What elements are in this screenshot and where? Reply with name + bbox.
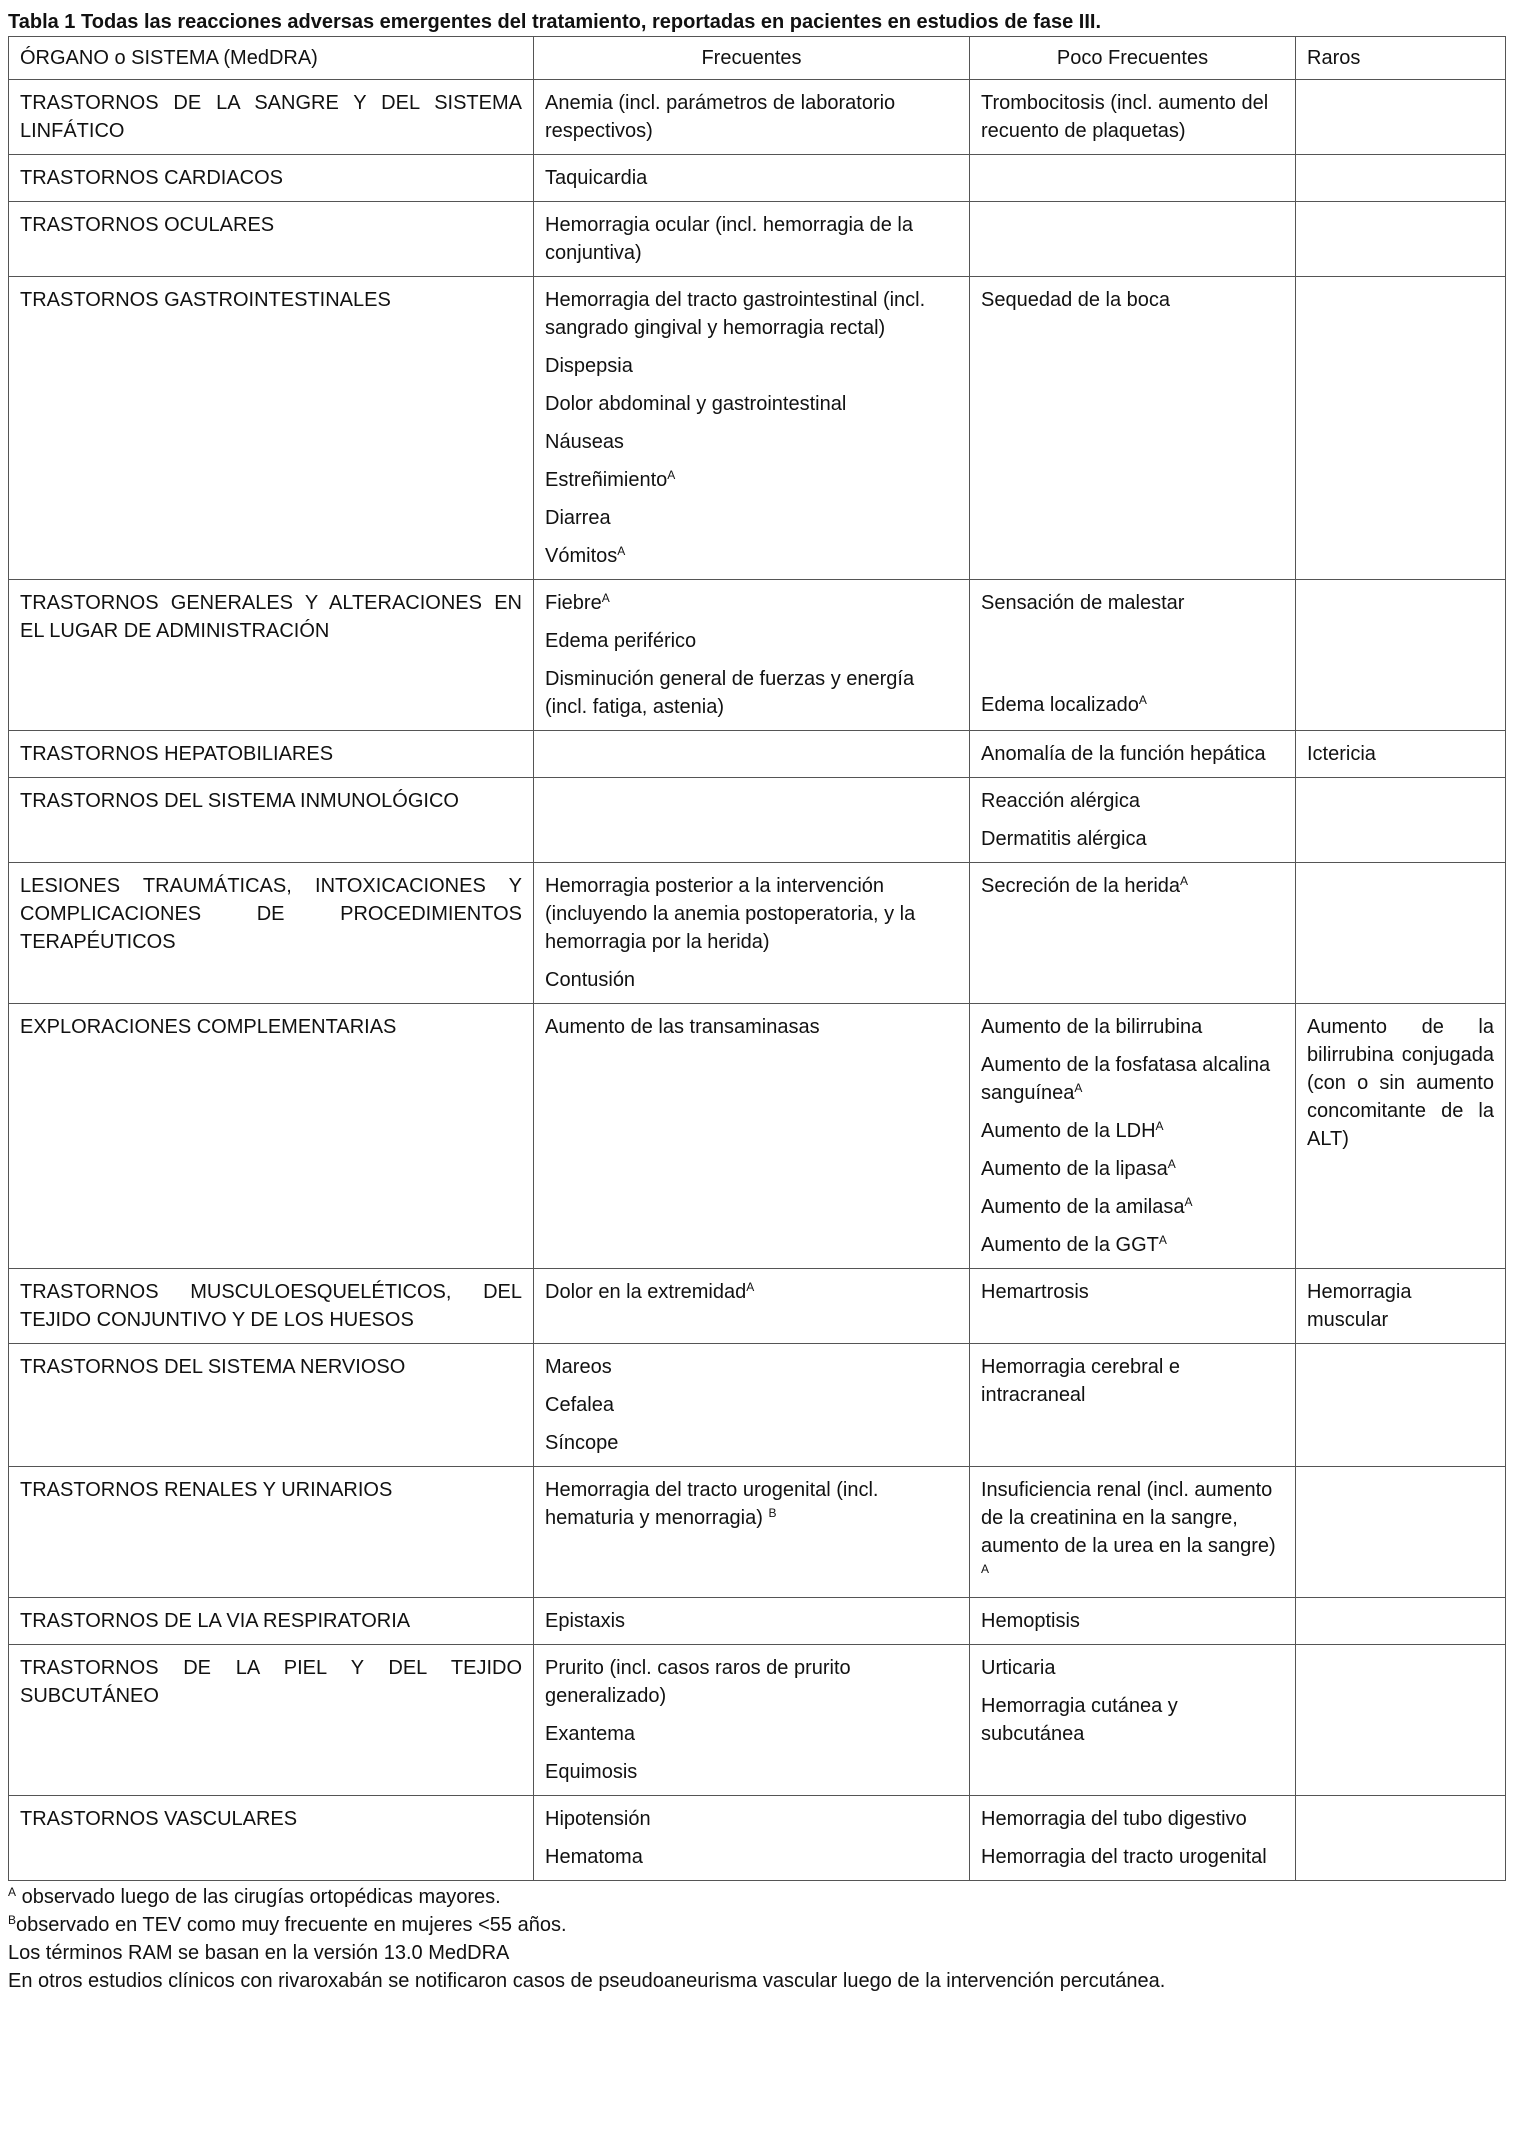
reaction-item	[545, 1843, 958, 1871]
reaction-item	[545, 1353, 958, 1381]
reaction-item	[545, 1429, 958, 1457]
footnote-marker: A	[617, 544, 626, 558]
footnote-marker: A	[1158, 1233, 1167, 1247]
frequent-cell	[534, 1004, 970, 1269]
reaction-text: Hemorragia cerebral e intracraneal	[981, 1356, 1180, 1406]
reaction-text: Dolor en la extremidad	[545, 1281, 747, 1303]
reaction-text: Cefalea	[545, 1394, 614, 1416]
reaction-text: Exantema	[545, 1723, 636, 1745]
reaction-text: Hemorragia del tracto gastrointestinal (incl. sangrado gingival y hemorragia rectal)	[545, 289, 926, 339]
reaction-text: Hemorragia del tubo digestivo	[981, 1808, 1247, 1830]
reaction-text: Estreñimiento	[545, 469, 668, 491]
footnote-text: observado luego de las cirugías ortopédicas mayores.	[16, 1886, 501, 1908]
reaction-text: Aumento de la amilasa	[981, 1196, 1185, 1218]
reaction-item	[545, 1758, 958, 1786]
reaction-item	[545, 390, 958, 418]
rare-cell	[1296, 1645, 1506, 1796]
header-rare: Raros	[1296, 37, 1506, 80]
reaction-item	[981, 1231, 1284, 1259]
organ-system-cell: TRASTORNOS RENALES Y URINARIOS	[9, 1467, 534, 1598]
table-row	[9, 731, 1506, 778]
footnote-marker: B	[768, 1506, 777, 1520]
table-row	[9, 863, 1506, 1004]
footnote-text: observado en TEV como muy frecuente en mujeres <55 años.	[16, 1914, 567, 1936]
uncommon-cell	[970, 731, 1296, 778]
reaction-item	[545, 466, 958, 494]
reaction-item	[545, 542, 958, 570]
organ-system-cell: TRASTORNOS VASCULARES	[9, 1796, 534, 1881]
footnote-marker: B	[8, 1913, 17, 1927]
reaction-item	[981, 1193, 1284, 1221]
frequent-cell	[534, 155, 970, 202]
rare-cell	[1296, 863, 1506, 1004]
table-row	[9, 277, 1506, 580]
reaction-item	[545, 1654, 958, 1710]
rare-cell	[1296, 1344, 1506, 1467]
footnote-marker: A	[601, 591, 610, 605]
reaction-item	[1307, 740, 1494, 768]
organ-system-cell: TRASTORNOS DE LA PIEL Y DEL TEJIDO SUBCUTÁNEO	[9, 1645, 534, 1796]
footnote-marker: A	[746, 1280, 755, 1294]
organ-system-cell: EXPLORACIONES COMPLEMENTARIAS	[9, 1004, 534, 1269]
reaction-text: Edema localizado	[981, 694, 1139, 716]
reaction-item	[981, 1692, 1284, 1748]
footnote-marker: A	[1074, 1081, 1083, 1095]
rare-cell	[1296, 580, 1506, 731]
rare-cell	[1296, 731, 1506, 778]
rare-cell	[1296, 277, 1506, 580]
frequent-cell	[534, 1598, 970, 1645]
reaction-text: Hemorragia cutánea y subcutánea	[981, 1695, 1178, 1745]
uncommon-cell	[970, 863, 1296, 1004]
reaction-item	[545, 1278, 958, 1306]
uncommon-cell	[970, 580, 1296, 731]
reaction-item	[545, 966, 958, 994]
reaction-text: Equimosis	[545, 1761, 638, 1783]
table-row	[9, 155, 1506, 202]
uncommon-cell	[970, 277, 1296, 580]
rare-cell	[1296, 1004, 1506, 1269]
footnote-text: Los términos RAM se basan en la versión 13.0 MedDRA	[8, 1942, 510, 1964]
reaction-item	[981, 1278, 1284, 1306]
header-frequent: Frecuentes	[534, 37, 970, 80]
reaction-text: Dermatitis alérgica	[981, 828, 1147, 850]
reaction-item	[545, 665, 958, 721]
uncommon-cell	[970, 1344, 1296, 1467]
frequent-cell	[534, 1467, 970, 1598]
rare-cell	[1296, 1796, 1506, 1881]
uncommon-cell	[970, 1645, 1296, 1796]
footnote-text: En otros estudios clínicos con rivaroxabán se notificaron casos de pseudoaneurisma vascular luego de la intervención percutánea.	[8, 1970, 1166, 1992]
reaction-text: Taquicardia	[545, 167, 648, 189]
reaction-item	[981, 1155, 1284, 1183]
reaction-text: Aumento de las transaminasas	[545, 1016, 820, 1038]
table-header-row	[9, 37, 1506, 80]
reaction-item	[1307, 1013, 1494, 1153]
organ-system-cell: TRASTORNOS DE LA VIA RESPIRATORIA	[9, 1598, 534, 1645]
table-row	[9, 80, 1506, 155]
reaction-item	[981, 1843, 1284, 1871]
reaction-text: Ictericia	[1307, 743, 1376, 765]
reaction-item	[545, 164, 958, 192]
reaction-item	[545, 1720, 958, 1748]
table-row	[9, 1598, 1506, 1645]
reaction-item	[981, 1353, 1284, 1409]
reaction-text: Reacción alérgica	[981, 790, 1140, 812]
table-title: Tabla 1 Todas las reacciones adversas emergentes del tratamiento, reportadas en pacientes en estudios de fase III.	[8, 11, 1102, 33]
organ-system-cell: TRASTORNOS CARDIACOS	[9, 155, 534, 202]
footnote-marker: A	[981, 1562, 990, 1576]
frequent-cell	[534, 731, 970, 778]
reaction-text: Hemorragia del tracto urogenital (incl. hematuria y menorragia)	[545, 1479, 879, 1529]
reaction-item	[981, 1013, 1284, 1041]
reaction-item	[545, 1805, 958, 1833]
adverse-reactions-table	[8, 36, 1506, 1881]
reaction-item	[545, 1013, 958, 1041]
reaction-item	[981, 286, 1284, 314]
uncommon-cell	[970, 1467, 1296, 1598]
reaction-item	[545, 872, 958, 956]
reaction-text: Aumento de la bilirrubina conjugada (con o sin aumento concomitante de la ALT)	[1307, 1016, 1494, 1150]
rare-cell	[1296, 1467, 1506, 1598]
reaction-text: Anemia (incl. parámetros de laboratorio respectivos)	[545, 92, 896, 142]
frequent-cell	[534, 1796, 970, 1881]
reaction-text: Contusión	[545, 969, 636, 991]
reaction-text: Hematoma	[545, 1846, 643, 1868]
reaction-text: Anomalía de la función hepática	[981, 743, 1266, 765]
reaction-item	[981, 1117, 1284, 1145]
organ-system-cell: TRASTORNOS DEL SISTEMA NERVIOSO	[9, 1344, 534, 1467]
reaction-item	[545, 1476, 958, 1532]
frequent-cell	[534, 277, 970, 580]
reaction-item	[545, 211, 958, 267]
reaction-text: Aumento de la bilirrubina	[981, 1016, 1203, 1038]
reaction-text: Síncope	[545, 1432, 619, 1454]
rare-cell	[1296, 155, 1506, 202]
reaction-text: Disminución general de fuerzas y energía (incl. fatiga, astenia)	[545, 668, 915, 718]
reaction-item	[981, 740, 1284, 768]
reaction-text: Sequedad de la boca	[981, 289, 1171, 311]
uncommon-cell	[970, 202, 1296, 277]
frequent-cell	[534, 778, 970, 863]
reaction-item	[981, 691, 1284, 719]
reaction-item	[981, 825, 1284, 853]
reaction-text: Mareos	[545, 1356, 612, 1378]
reaction-text: Hemorragia muscular	[1307, 1281, 1412, 1331]
reaction-text: Hemartrosis	[981, 1281, 1089, 1303]
reaction-item	[981, 1805, 1284, 1833]
table-body	[9, 80, 1506, 1881]
footnote-marker: A	[1155, 1119, 1164, 1133]
reaction-item	[981, 787, 1284, 815]
footnote-line	[8, 1883, 1524, 1911]
reaction-text: Prurito (incl. casos raros de prurito generalizado)	[545, 1657, 851, 1707]
footnote-marker: A	[8, 1885, 17, 1899]
reaction-text: Epistaxis	[545, 1610, 626, 1632]
organ-system-cell: TRASTORNOS GASTROINTESTINALES	[9, 277, 534, 580]
reaction-text: Hemorragia ocular (incl. hemorragia de la conjuntiva)	[545, 214, 913, 264]
reaction-item	[981, 1051, 1284, 1107]
reaction-text: Hipotensión	[545, 1808, 651, 1830]
uncommon-cell	[970, 1598, 1296, 1645]
organ-system-cell: TRASTORNOS DE LA SANGRE Y DEL SISTEMA LINFÁTICO	[9, 80, 534, 155]
table-row	[9, 580, 1506, 731]
footnote-line	[8, 1967, 1524, 1995]
reaction-text: Náuseas	[545, 431, 624, 453]
footnote-line	[8, 1911, 1524, 1939]
reaction-item	[545, 286, 958, 342]
reaction-item	[1307, 1278, 1494, 1334]
reaction-item	[545, 1391, 958, 1419]
footnotes	[8, 1883, 1524, 1995]
reaction-text: Aumento de la lipasa	[981, 1158, 1168, 1180]
uncommon-cell	[970, 1796, 1296, 1881]
uncommon-cell	[970, 80, 1296, 155]
header-organ: ÓRGANO o SISTEMA (MedDRA)	[9, 37, 534, 80]
frequent-cell	[534, 80, 970, 155]
footnote-marker: A	[1184, 1195, 1193, 1209]
reaction-item	[545, 428, 958, 456]
organ-system-cell: TRASTORNOS MUSCULOESQUELÉTICOS, DEL TEJIDO CONJUNTIVO Y DE LOS HUESOS	[9, 1269, 534, 1344]
reaction-text: Aumento de la GGT	[981, 1234, 1159, 1256]
reaction-item	[981, 872, 1284, 900]
uncommon-cell	[970, 778, 1296, 863]
uncommon-cell	[970, 1004, 1296, 1269]
footnote-marker: A	[1138, 693, 1147, 707]
reaction-item	[545, 627, 958, 655]
footnote-marker: A	[667, 468, 676, 482]
rare-cell	[1296, 778, 1506, 863]
frequent-cell	[534, 1269, 970, 1344]
frequent-cell	[534, 580, 970, 731]
table-row	[9, 1344, 1506, 1467]
reaction-text: Trombocitosis (incl. aumento del recuento de plaquetas)	[981, 92, 1269, 142]
reaction-text: Sensación de malestar	[981, 592, 1185, 614]
reaction-text: Secreción de la herida	[981, 875, 1181, 897]
uncommon-cell	[970, 1269, 1296, 1344]
reaction-text: Vómitos	[545, 545, 618, 567]
reaction-item	[545, 1607, 958, 1635]
table-row	[9, 1269, 1506, 1344]
reaction-text: Edema periférico	[545, 630, 697, 652]
reaction-text: Dispepsia	[545, 355, 633, 377]
footnote-marker: A	[1167, 1157, 1176, 1171]
reaction-text: Hemoptisis	[981, 1610, 1080, 1632]
reaction-text: Urticaria	[981, 1657, 1056, 1679]
organ-system-cell: TRASTORNOS DEL SISTEMA INMUNOLÓGICO	[9, 778, 534, 863]
table-row	[9, 1645, 1506, 1796]
reaction-text: Dolor abdominal y gastrointestinal	[545, 393, 847, 415]
organ-system-cell: TRASTORNOS OCULARES	[9, 202, 534, 277]
reaction-item	[981, 1654, 1284, 1682]
table-row	[9, 1467, 1506, 1598]
reaction-item	[545, 352, 958, 380]
reaction-item	[545, 504, 958, 532]
reaction-text: Fiebre	[545, 592, 602, 614]
frequent-cell	[534, 1645, 970, 1796]
uncommon-cell	[970, 155, 1296, 202]
reaction-text: Aumento de la LDH	[981, 1120, 1156, 1142]
reaction-item	[545, 589, 958, 617]
rare-cell	[1296, 1269, 1506, 1344]
frequent-cell	[534, 863, 970, 1004]
footnote-line	[8, 1939, 1524, 1967]
reaction-text: Aumento de la fosfatasa alcalina sanguínea	[981, 1054, 1271, 1104]
reaction-text: Diarrea	[545, 507, 611, 529]
reaction-text: Hemorragia del tracto urogenital	[981, 1846, 1267, 1868]
organ-system-cell: TRASTORNOS GENERALES Y ALTERACIONES EN EL LUGAR DE ADMINISTRACIÓN	[9, 580, 534, 731]
reaction-item	[981, 1476, 1284, 1588]
organ-system-cell: TRASTORNOS HEPATOBILIARES	[9, 731, 534, 778]
frequent-cell	[534, 1344, 970, 1467]
reaction-item	[545, 89, 958, 145]
table-row	[9, 1796, 1506, 1881]
table-row	[9, 202, 1506, 277]
frequent-cell	[534, 202, 970, 277]
rare-cell	[1296, 202, 1506, 277]
reaction-item	[981, 1607, 1284, 1635]
table-row	[9, 1004, 1506, 1269]
header-uncommon: Poco Frecuentes	[970, 37, 1296, 80]
organ-system-cell: LESIONES TRAUMÁTICAS, INTOXICACIONES Y COMPLICACIONES DE PROCEDIMIENTOS TERAPÉUTICOS	[9, 863, 534, 1004]
reaction-text: Insuficiencia renal (incl. aumento de la creatinina en la sangre, aumento de la urea en la sangre)	[981, 1479, 1276, 1557]
reaction-item	[981, 89, 1284, 145]
reaction-text: Hemorragia posterior a la intervención (incluyendo la anemia postoperatoria, y la hemorragia por la herida)	[545, 875, 916, 953]
footnote-marker: A	[1180, 874, 1189, 888]
rare-cell	[1296, 80, 1506, 155]
reaction-item	[981, 589, 1284, 617]
table-row	[9, 778, 1506, 863]
rare-cell	[1296, 1598, 1506, 1645]
